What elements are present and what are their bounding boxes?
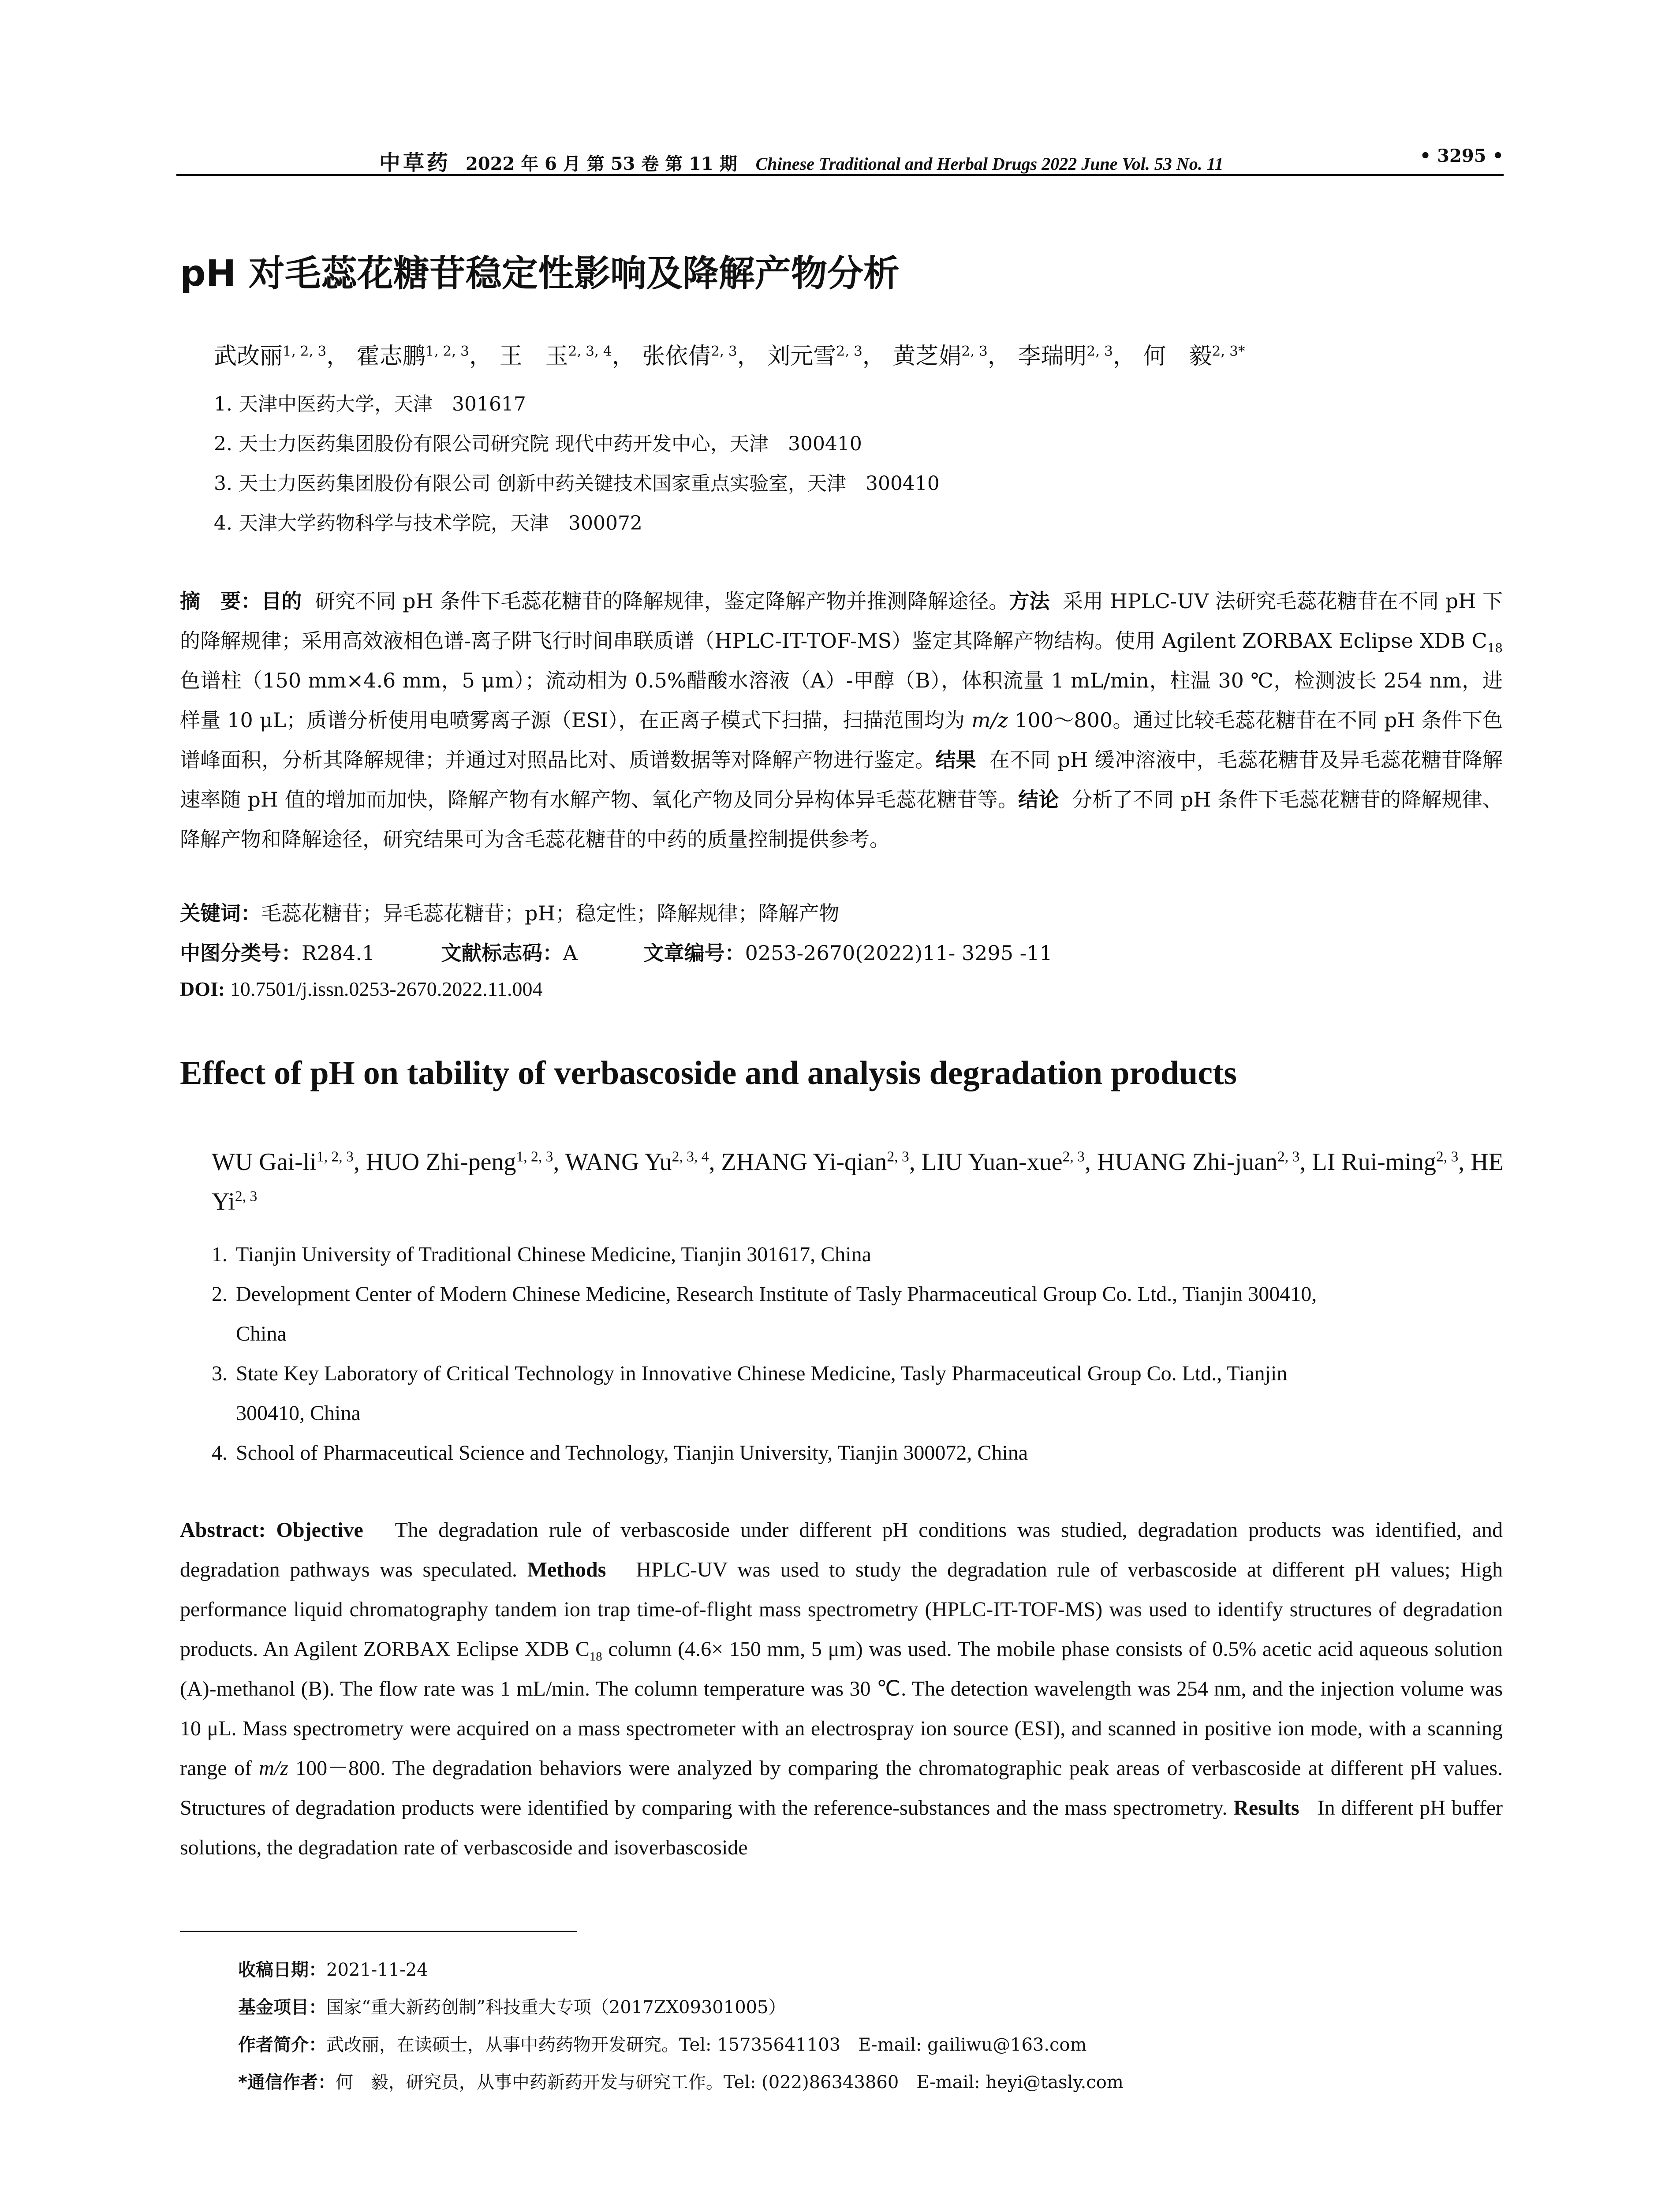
abstract-en	[180, 1510, 1503, 1868]
classification-line	[180, 937, 1503, 966]
methods-subscript: 18	[1487, 641, 1503, 656]
keywords-cn	[180, 897, 1503, 927]
footnote-fund	[238, 1993, 786, 2018]
affiliation-number: 4.	[212, 1441, 228, 1465]
affiliation-cn: 3. 天士力医药集团股份有限公司 创新中药关键技术国家重点实验室，天津 300410	[214, 472, 940, 495]
author-en: HE Yi	[212, 1148, 1504, 1215]
doc-code-label: 文献标志码：	[441, 941, 563, 965]
affiliation-text: Tianjin University of Traditional Chinese Medicine, Tianjin 301617, China	[236, 1243, 871, 1266]
author-cn: 张依倩	[642, 343, 711, 370]
affiliation-en	[212, 1274, 1504, 1354]
mz-italic: m/z	[259, 1757, 288, 1780]
article-number-value: 0253-2670(2022)11- 3295 -11	[745, 941, 1053, 965]
doc-code-value: A	[563, 941, 578, 965]
results-label: 结果	[935, 748, 976, 772]
conclusion-label: 结论	[1018, 788, 1059, 811]
author-affiliation: 2, 3, 4	[672, 1148, 709, 1165]
objective-text: The degradation rule of verbascoside under different pH conditions was studied, degradation products was identified, and degradation pathways was speculated.	[180, 1518, 1503, 1581]
author-affiliation: 1, 2, 3	[425, 343, 469, 359]
title-en: Effect of pH on tability of verbascoside and analysis degradation products	[180, 1054, 1237, 1091]
author-bio-label: 作者简介：	[238, 2035, 326, 2055]
affiliation-en	[212, 1354, 1504, 1433]
author-affiliation: 2, 3	[235, 1188, 258, 1205]
affiliation-cn: 2. 天士力医药集团股份有限公司研究院 现代中药开发中心，天津 300410	[214, 433, 862, 455]
author-affiliation: 2, 3	[1086, 343, 1113, 359]
methods-label: 方法	[1009, 589, 1050, 613]
article-number-label: 文章编号：	[643, 941, 745, 965]
objective-label: 目的	[261, 589, 302, 613]
author-cn: 黄芝娟	[892, 343, 962, 370]
affiliation-number: 2.	[212, 1282, 228, 1306]
affiliation-text-cont: China	[236, 1322, 287, 1345]
received-label: 收稿日期：	[238, 1960, 326, 1980]
author-en: HUANG Zhi-juan	[1097, 1148, 1277, 1176]
corresponding-label: *通信作者：	[238, 2072, 336, 2093]
affiliation-en	[212, 1235, 1504, 1274]
author-cn: 王 玉	[499, 343, 568, 370]
header-rule	[176, 174, 1504, 176]
methods-label: Methods	[527, 1558, 606, 1581]
author-cn: 霍志鹏	[356, 343, 426, 370]
footnote-corresponding	[238, 2068, 1124, 2093]
author-cn: 武改丽	[214, 343, 283, 370]
results-text: 在不同 pH 缓冲溶液中，毛蕊花糖苷及异毛蕊花糖苷降解速率随 pH 值的增加而加快，降解产物有水解产物、氧化产物及同分异构体异毛蕊花糖苷等。	[180, 748, 1503, 811]
affiliation-cn: 4. 天津大学药物科学与技术学院，天津 300072	[214, 512, 642, 534]
clc-value: R284.1	[302, 941, 375, 965]
author-affiliation: 2, 3	[887, 1148, 909, 1165]
authors-cn: 武改丽$^{1, 2, 3}$， 霍志鹏$^{1, 2, 3}$， 王 玉$^{2, 3, 4}$， 张依倩$^{2, 3}$， 刘元雪$^{2, 3}$， 黄芝娟$^{2, 3}$， 李瑞明$^{2, 3}$， 何 毅$^{2, 3*}$	[214, 343, 1245, 370]
abstract-objective-label: Abstract: Objective	[180, 1518, 363, 1542]
author-affiliation: 2, 3	[961, 343, 988, 359]
footnote-rule	[180, 1931, 577, 1932]
title-cn: pH 对毛蕊花糖苷稳定性影响及降解产物分析	[180, 253, 900, 295]
author-en: WANG Yu	[565, 1148, 672, 1176]
issue-en: Chinese Traditional and Herbal Drugs 2022 June Vol. 53 No. 11	[755, 154, 1224, 174]
affiliation-text-cont: 300410, China	[236, 1401, 361, 1425]
author-en: WU Gai-li	[212, 1148, 317, 1176]
affiliation-text: Development Center of Modern Chinese Medicine, Research Institute of Tasly Pharmaceutical Group Co. Ltd., Tianjin 300410,	[236, 1282, 1317, 1306]
affiliation-number: 3.	[212, 1362, 228, 1385]
results-text: In different pH buffer solutions, the degradation rate of verbascoside and isoverbascoside	[180, 1796, 1503, 1859]
methods-text-end: 100－800. The degradation behaviors were analyzed by comparing the chromatographic peak areas of verbascoside at different pH values. Structures of degradation products were identified by comparing with the reference-substances and the mass spectrometry.	[180, 1757, 1503, 1820]
clc-label: 中图分类号：	[180, 941, 302, 965]
methods-text: 采用 HPLC-UV 法研究毛蕊花糖苷在不同 pH 下的降解规律；采用高效液相色谱-离子阱飞行时间串联质谱（HPLC-IT-TOF-MS）鉴定其降解产物结构。使用 Agilent ZORBAX Eclipse XDB C	[180, 589, 1503, 653]
author-en: LIU Yuan-xue	[921, 1148, 1063, 1176]
author-cn: 刘元雪	[767, 343, 836, 370]
affiliation-text: School of Pharmaceutical Science and Technology, Tianjin University, Tianjin 300072, China	[236, 1441, 1028, 1465]
doi-value[interactable]: 10.7501/j.issn.0253-2670.2022.11.004	[225, 978, 543, 1000]
author-en: ZHANG Yi-qian	[721, 1148, 887, 1176]
page-number: • 3295 •	[1419, 146, 1504, 166]
author-en: HUO Zhi-peng	[366, 1148, 516, 1176]
issue-cn: 2022 年 6 月 第 53 卷 第 11 期	[465, 153, 737, 174]
keywords-value: 毛蕊花糖苷；异毛蕊花糖苷；pH；稳定性；降解规律；降解产物	[261, 901, 840, 925]
abstract-label: 摘 要：	[180, 589, 261, 613]
author-affiliation: 1, 2, 3	[516, 1148, 553, 1165]
objective-text: 研究不同 pH 条件下毛蕊花糖苷的降解规律，鉴定降解产物并推测降解途径。	[315, 589, 1009, 613]
results-label: Results	[1233, 1796, 1299, 1820]
author-affiliation: 1, 2, 3	[283, 343, 327, 359]
methods-subscript: 18	[589, 1649, 602, 1664]
author-en: LI Rui-ming	[1312, 1148, 1436, 1176]
author-bio-value: 武改丽，在读硕士，从事中药药物开发研究。Tel: 15735641103 E-mail: gailiwu@163.com	[326, 2035, 1087, 2055]
affiliation-cn: 1. 天津中医药大学，天津 301617	[214, 393, 526, 415]
conclusion-text: 分析了不同 pH 条件下毛蕊花糖苷的降解规律、降解产物和降解途径，研究结果可为含毛蕊花糖苷的中药的质量控制提供参考。	[180, 788, 1503, 851]
keywords-label: 关键词：	[180, 901, 261, 925]
methods-text-cont: column (4.6× 150 mm, 5 μm) was used. The mobile phase consists of 0.5% acetic acid aqueous solution (A)-methanol (B). The flow rate was 1 mL/min. The column temperature was 30 ℃. The detection wavelength was 254 nm, and the injection volume was 10 μL. Mass spectrometry were acquired on a mass spectrometer with an electrospray ion source (ESI), and scanned in positive ion mode, with a scanning range of	[180, 1637, 1503, 1780]
received-value: 2021-11-24	[326, 1960, 428, 1980]
methods-text-end: 100～800。通过比较毛蕊花糖苷在不同 pH 条件下色谱峰面积，分析其降解规律；并通过对照品比对、质谱数据等对降解产物进行鉴定。	[180, 708, 1503, 772]
author-affiliation: 2, 3	[836, 343, 862, 359]
author-affiliation: 2, 3	[1277, 1148, 1300, 1165]
author-affiliation: 2, 3, 4	[568, 343, 612, 359]
affiliation-number: 1.	[212, 1243, 228, 1266]
author-cn: 何 毅	[1143, 343, 1212, 370]
methods-text-cont: 色谱柱（150 mm×4.6 mm，5 μm）；流动相为 0.5%醋酸水溶液（A）-甲醇（B），体积流量 1 mL/min，柱温 30 ℃，检测波长 254 nm，进样量 10 μL；质谱分析使用电喷雾离子源（ESI），在正离子模式下扫描，扫描范围均为	[180, 669, 1503, 732]
fund-value: 国家“重大新药创制”科技重大专项（2017ZX09301005）	[326, 1997, 786, 2018]
footnote-author	[238, 2031, 1087, 2056]
corresponding-value: 何 毅，研究员，从事中药新药开发与研究工作。Tel: (022)86343860 E-mail: heyi@tasly.com	[335, 2072, 1124, 2093]
journal-issue-line	[379, 146, 1223, 176]
author-affiliation: 2, 3	[711, 343, 737, 359]
fund-label: 基金项目：	[238, 1997, 326, 2018]
author-affiliation: 2, 3	[1062, 1148, 1085, 1165]
doi-line	[180, 977, 1503, 1001]
affiliation-text: State Key Laboratory of Critical Technology in Innovative Chinese Medicine, Tasly Pharmaceutical Group Co. Ltd., Tianjin	[236, 1362, 1288, 1385]
affiliation-en	[212, 1433, 1504, 1473]
footnote-received	[238, 1956, 428, 1981]
author-cn: 李瑞明	[1018, 343, 1087, 370]
methods-text: HPLC-UV was used to study the degradation rule of verbascoside at different pH values; High performance liquid chromatography tandem ion trap time-of-flight mass spectrometry (HPLC-IT-TOF-MS) was used to identify structures of degradation products. An Agilent ZORBAX Eclipse XDB C	[180, 1558, 1503, 1661]
author-affiliation: 1, 2, 3	[316, 1148, 354, 1165]
mz-italic: m/z	[971, 708, 1008, 732]
author-affiliation: 2, 3*	[1212, 343, 1245, 359]
doi-label: DOI:	[180, 978, 225, 1000]
journal-name-cn: 中草药	[379, 150, 451, 175]
author-affiliation: 2, 3	[1436, 1148, 1459, 1165]
authors-en: WU Gai-li$^{1, 2, 3}$, HUO Zhi-peng$^{1, 2, 3}$, WANG Yu$^{2, 3, 4}$, ZHANG Yi-qian$^{2, 3}$, LIU Yuan-xue$^{2, 3}$, HUANG Zhi-juan$^{2, 3}$, LI Rui-ming$^{2, 3}$, HE Yi$^{2, 3}$	[212, 1148, 1504, 1215]
abstract-cn	[180, 581, 1503, 859]
